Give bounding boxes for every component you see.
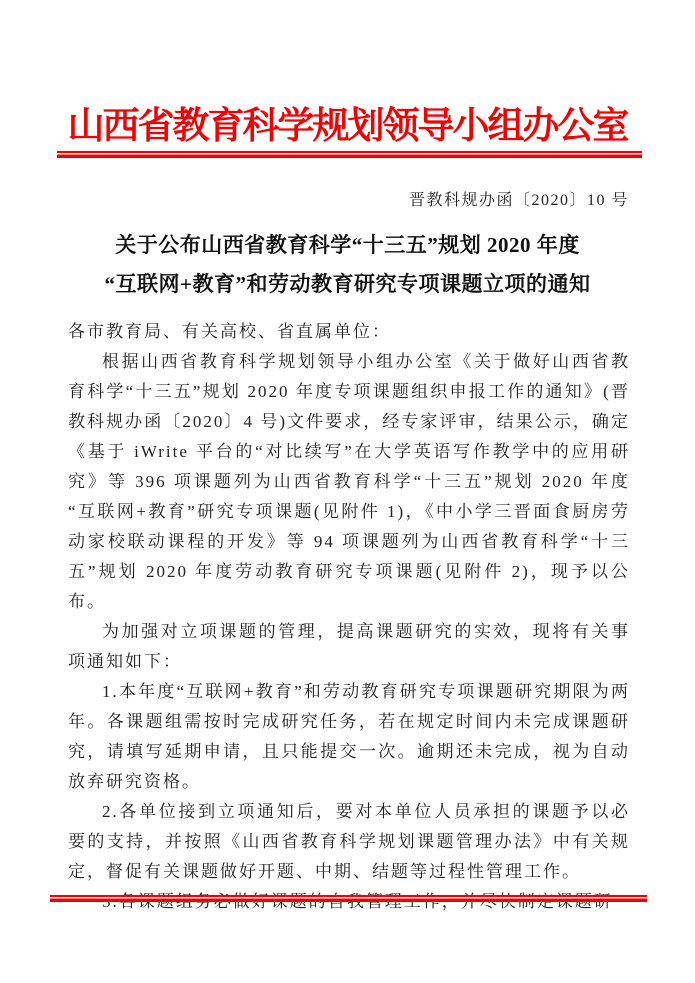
salutation-line: 各市教育局、有关高校、省直属单位： xyxy=(68,322,391,341)
document-title xyxy=(35,226,660,304)
body-paragraph: 为加强对立项课题的管理，提高课题研究的实效，现将有关事项通知如下： xyxy=(68,622,630,671)
body-paragraph: 2.各单位接到立项通知后，要对本单位人员承担的课题予以必要的支持，并按照《山西省教育科学规划课题管理办法》中有关规定，督促有关课题做好开题、中期、结题等过程性管理工作。 xyxy=(68,802,630,881)
body-paragraph-truncated xyxy=(68,887,630,917)
letterhead-org-name: 山西省教育科学规划领导小组办公室 xyxy=(67,106,628,147)
document-title-line-1: 关于公布山西省教育科学“十三五”规划 2020 年度 xyxy=(115,233,580,257)
document-title-line-2: “互联网+教育”和劳动教育研究专项课题立项的通知 xyxy=(104,272,591,296)
body-paragraph: 根据山西省教育科学规划领导小组办公室《关于做好山西省教育科学“十三五”规划 2020 年度专项课题组织申报工作的通知》(晋教科规办函〔2020〕4 号)文件要求，经专家评审，结果公示，确定《基于 iWrite 平台的“对比续写”在大学英语写作教学中的应用研究》等 396 项课题列为山西省教育科学“十三五”规划 2020 年度“互联网+教育”研究专项课题(见附件 1)，《中小学三晋面食厨房劳动家校联动课程的开发》等 94 项课题列为山西省教育科学“十三五”规划 2020 年度劳动教育研究专项课题(见附件 2)，现予以公布。 xyxy=(68,352,630,611)
body-paragraph: 1.本年度“互联网+教育”和劳动教育研究专项课题研究期限为两年。各课题组需按时完成研究任务，若在规定时间内未完成课题研究，请填写延期申请，且只能提交一次。逾期还未完成，视为自动放弃研究资格。 xyxy=(68,682,630,791)
letterhead-red-rule xyxy=(57,151,642,158)
document-body xyxy=(68,317,630,917)
footer-red-rule xyxy=(50,895,647,902)
document-reference-number: 晋教科规办函〔2020〕10 号 xyxy=(408,192,629,209)
